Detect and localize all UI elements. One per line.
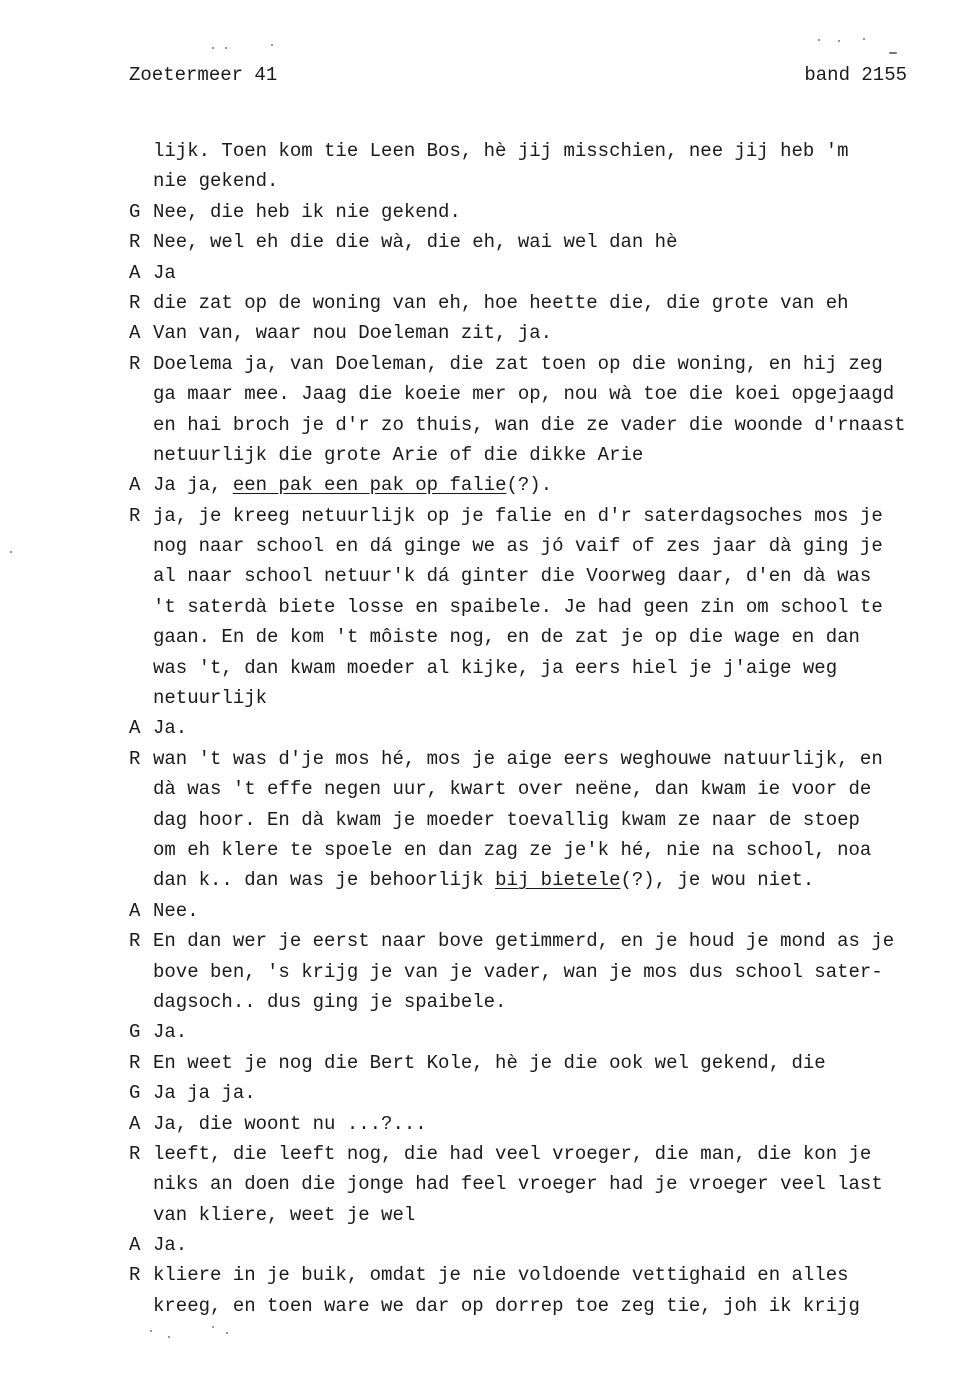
transcript-line: [129, 227, 974, 257]
speaker-label: R: [129, 1051, 141, 1074]
line-text: dà was 't effe negen uur, kwart over neëne, dan kwam ie voor de: [153, 778, 872, 801]
header-location: Zoetermeer 41: [129, 64, 278, 86]
transcript-line: [129, 774, 974, 804]
transcript-line: [129, 379, 974, 409]
transcript-line: [129, 1048, 974, 1078]
speaker-label: A: [129, 322, 141, 345]
transcript-line: [129, 835, 974, 865]
line-text: en hai broch je d'r zo thuis, wan die ze vader die woonde d'rnaast: [153, 413, 906, 436]
speaker-label: R: [129, 231, 141, 254]
line-text: van kliere, weet je wel: [153, 1203, 416, 1226]
line-text: kliere in je buik, omdat je nie voldoende vettighaid en alles: [153, 1264, 849, 1287]
transcript-line: [129, 865, 974, 895]
line-text: gaan. En de kom 't môiste nog, en de zat je op die wage en dan: [153, 626, 860, 649]
line-text: Ja.: [153, 1021, 188, 1044]
line-text: die zat op de woning van eh, hoe heette die, die grote van eh: [153, 291, 849, 314]
transcript-line: [129, 805, 974, 835]
line-text: En weet je nog die Bert Kole, hè je die ook wel gekend, die: [153, 1051, 826, 1074]
line-text: kreeg, en toen ware we dar op dorrep toe zeg tie, joh ik krijg: [153, 1294, 860, 1317]
transcript-line: [129, 713, 974, 743]
transcript-line: [129, 470, 974, 500]
transcript-line: [129, 1291, 974, 1321]
line-text-post: (?).: [506, 474, 553, 497]
speaker-label: R: [129, 352, 141, 375]
speaker-label: A: [129, 261, 141, 284]
transcript-line: [129, 440, 974, 470]
speaker-label: G: [129, 1021, 141, 1044]
transcript-line: [129, 957, 974, 987]
speaker-label: R: [129, 1264, 141, 1287]
scan-speck: [10, 551, 12, 553]
line-text: Doelema ja, van Doeleman, die zat toen op die woning, en hij zeg: [153, 352, 883, 375]
line-text: Nee, die heb ik nie gekend.: [153, 200, 461, 223]
transcript-line: [129, 1017, 974, 1047]
transcript-body: [129, 136, 974, 1321]
speaker-label: R: [129, 291, 141, 314]
speaker-label: G: [129, 200, 141, 223]
underlined-uncertain-phrase: een pak een pak op falie: [232, 474, 507, 497]
line-text: netuurlijk: [153, 687, 268, 710]
line-text: lijk. Toen kom tie Leen Bos, hè jij misschien, nee jij heb 'm: [153, 140, 849, 162]
transcript-line: [129, 349, 974, 379]
line-text: nie gekend.: [153, 170, 279, 193]
transcript-line: [129, 653, 974, 683]
speaker-label: R: [129, 930, 141, 953]
speaker-label: A: [129, 474, 141, 497]
line-text: ga maar mee. Jaag die koeie mer op, nou wà toe die koei opgejaagd: [153, 383, 895, 406]
line-text: [153, 865, 814, 895]
line-text: Ja ja ja.: [153, 1082, 256, 1105]
line-text: al naar school netuur'k dá ginter die Voorweg daar, d'en dà was: [153, 565, 872, 588]
transcript-line: [129, 501, 974, 531]
transcript-line: [129, 1078, 974, 1108]
line-text-post: (?), je wou niet.: [620, 869, 815, 892]
transcript-line: [129, 166, 974, 196]
scan-speck: [225, 47, 227, 49]
transcript-line: [129, 926, 974, 956]
header-tape-number: band 2155: [804, 64, 907, 86]
transcript-line: [129, 592, 974, 622]
transcript-line: [129, 1260, 974, 1290]
line-text: En dan wer je eerst naar bove getimmerd, en je houd je mond as je: [153, 930, 895, 953]
scan-speck: [863, 38, 865, 40]
line-text: Van van, waar nou Doeleman zit, ja.: [153, 322, 553, 345]
line-text: leeft, die leeft nog, die had veel vroeger, die man, die kon je: [153, 1142, 872, 1165]
transcript-line: [129, 136, 974, 166]
line-text-pre: dan k.. dan was je behoorlijk: [153, 869, 496, 892]
transcript-line: [129, 622, 974, 652]
speaker-label: A: [129, 1234, 141, 1257]
transcript-line: [129, 531, 974, 561]
transcript-line: [129, 1200, 974, 1230]
line-text: niks an doen die jonge had feel vroeger had je vroeger veel last: [153, 1173, 883, 1196]
transcript-line: [129, 987, 974, 1017]
transcript-line: [129, 744, 974, 774]
transcript-line: [129, 1139, 974, 1169]
line-text: ja, je kreeg netuurlijk op je falie en d'r saterdagsoches mos je: [153, 504, 883, 527]
speaker-label: R: [129, 504, 141, 527]
line-text-pre: Ja ja,: [153, 474, 233, 497]
speaker-label: G: [129, 1082, 141, 1105]
line-text: Ja, die woont nu ...?...: [153, 1112, 427, 1135]
scan-speck: [889, 52, 897, 54]
speaker-label: R: [129, 747, 141, 770]
transcript-line: [129, 1230, 974, 1260]
transcript-line: [129, 318, 974, 348]
underlined-uncertain-phrase: bij bietele: [495, 869, 621, 892]
scan-speck: [226, 1332, 228, 1334]
speaker-label: R: [129, 1142, 141, 1165]
scan-speck: [271, 44, 273, 46]
transcript-line: [129, 410, 974, 440]
line-text: Nee, wel eh die die wà, die eh, wai wel dan hè: [153, 231, 678, 254]
line-text: was 't, dan kwam moeder al kijke, ja eers hiel je j'aige weg: [153, 656, 838, 679]
scan-speck: [838, 40, 840, 42]
line-text: Ja: [153, 261, 176, 284]
line-text: [153, 470, 552, 500]
transcript-line: [129, 1169, 974, 1199]
transcript-line: [129, 1109, 974, 1139]
scan-speck: [212, 1326, 214, 1328]
speaker-label: A: [129, 717, 141, 740]
line-text: nog naar school en dá ginge we as jó vaif of zes jaar dà ging je: [153, 535, 883, 558]
scan-speck: [212, 47, 214, 49]
line-text: Ja.: [153, 1234, 188, 1257]
speaker-label: A: [129, 1112, 141, 1135]
scan-speck: [168, 1336, 170, 1338]
line-text: 't saterdà biete losse en spaibele. Je had geen zin om school te: [153, 595, 883, 618]
transcript-line: [129, 258, 974, 288]
line-text: Nee.: [153, 899, 199, 922]
transcript-line: [129, 288, 974, 318]
line-text: Ja.: [153, 717, 188, 740]
scan-speck: [818, 39, 820, 41]
line-text: wan 't was d'je mos hé, mos je aige eers weghouwe natuurlijk, en: [153, 747, 883, 770]
scan-speck: [150, 1330, 152, 1332]
transcript-line: [129, 683, 974, 713]
line-text: bove ben, 's krijg je van je vader, wan je mos dus school sater-: [153, 960, 883, 983]
transcript-line: [129, 561, 974, 591]
line-text: dagsoch.. dus ging je spaibele.: [153, 990, 507, 1013]
line-text: om eh klere te spoele en dan zag ze je'k hé, nie na school, noa: [153, 838, 872, 861]
line-text: netuurlijk die grote Arie of die dikke Arie: [153, 443, 644, 466]
transcript-line: [129, 197, 974, 227]
transcript-line: [129, 896, 974, 926]
speaker-label: A: [129, 899, 141, 922]
line-text: dag hoor. En dà kwam je moeder toevallig kwam ze naar de stoep: [153, 808, 860, 831]
